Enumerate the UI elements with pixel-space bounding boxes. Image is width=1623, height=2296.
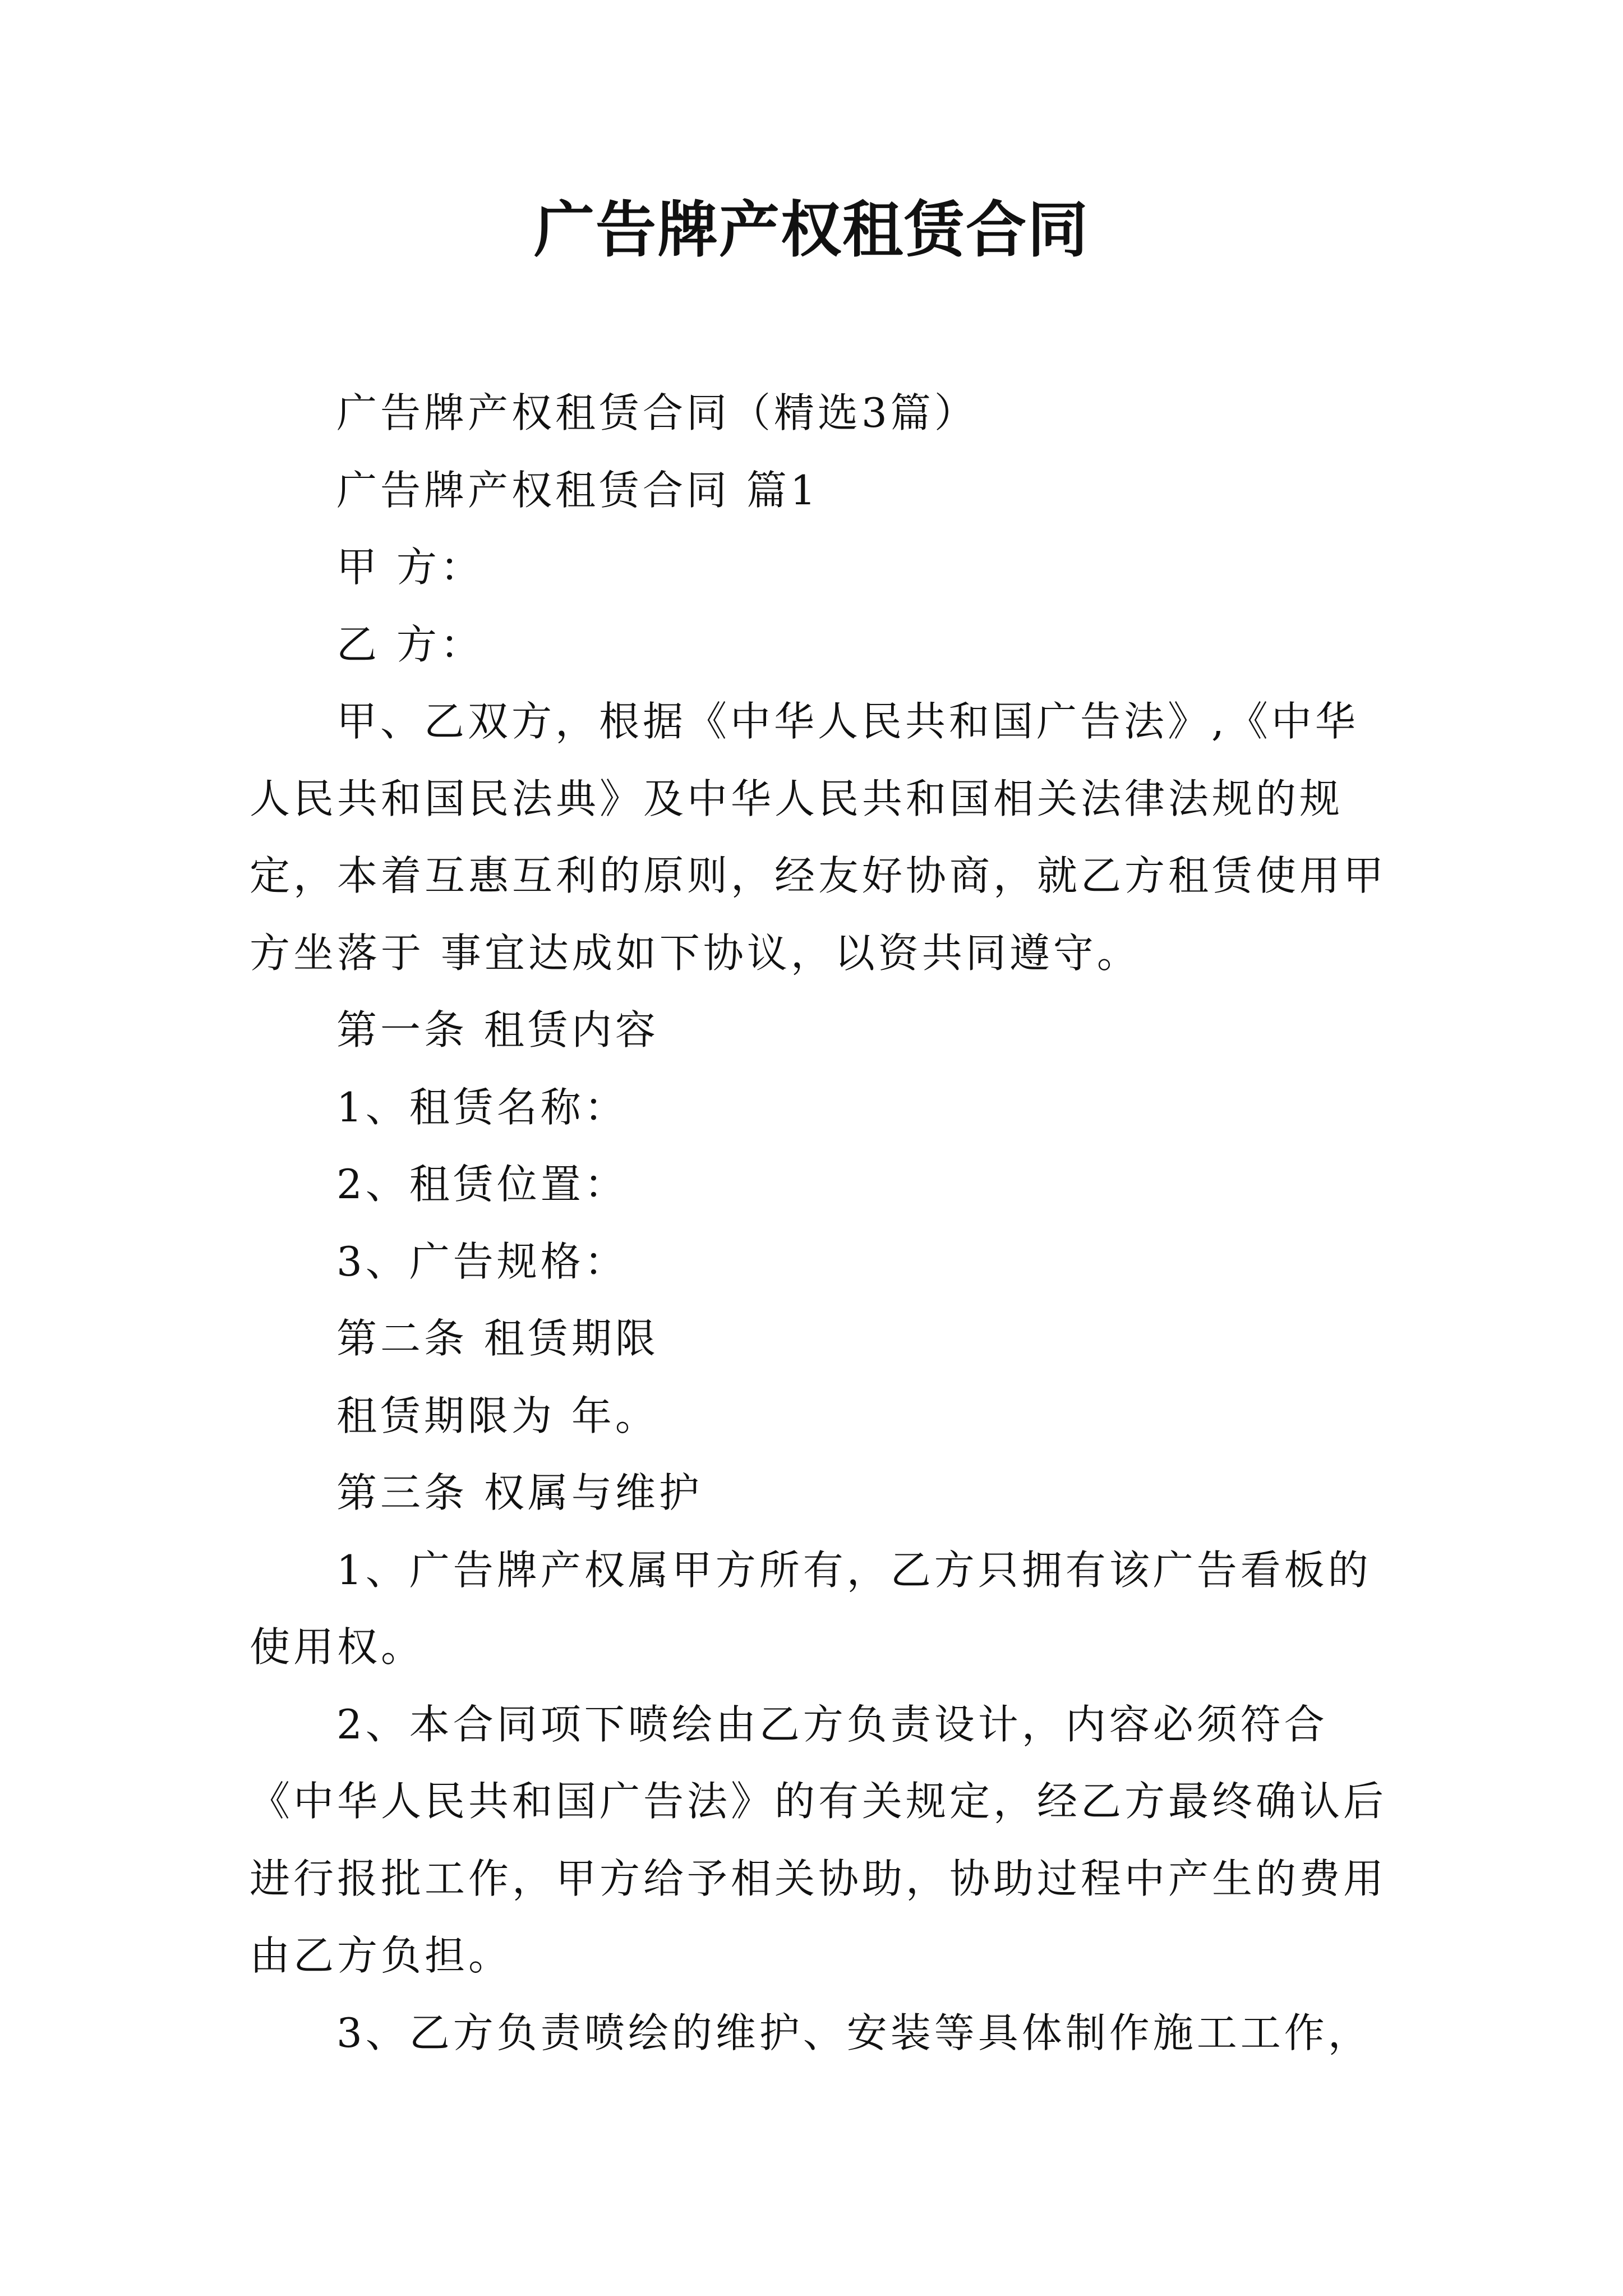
paragraph-design-approval: 2、本合同项下喷绘由乙方负责设计，内容必须符合《中华人民共和国广告法》的有关规定，经乙方最终确认后进行报批工作，甲方给予相关协助，协助过程中产生的费用由乙方负担。 <box>250 1700 1387 1979</box>
paragraph-party-a: 甲 方： <box>336 544 484 591</box>
paragraph-subtitle: 广告牌产权租赁合同（精选3篇） <box>336 389 978 436</box>
paragraph-item-lease-name: 1、租赁名称： <box>336 1083 628 1131</box>
paragraph-article-1-heading: 第一条 租赁内容 <box>336 1006 659 1053</box>
paragraph-article-3-heading: 第三条 权属与维护 <box>336 1469 703 1516</box>
paragraph-party-b: 乙 方： <box>336 620 484 668</box>
document-body <box>250 375 1394 2072</box>
paragraph-item-lease-location: 2、租赁位置： <box>336 1161 628 1208</box>
paragraph-lease-term: 租赁期限为 年。 <box>336 1392 659 1439</box>
document-title: 广告牌产权租赁合同 <box>533 195 1089 265</box>
paragraph-item-ad-spec: 3、广告规格： <box>336 1237 628 1285</box>
paragraph-section-heading: 广告牌产权租赁合同 篇1 <box>336 466 819 514</box>
paragraph-ownership: 1、广告牌产权属甲方所有，乙方只拥有该广告看板的使用权。 <box>250 1546 1372 1671</box>
paragraph-preamble: 甲、乙双方，根据《中华人民共和国广告法》,《中华人民共和国民法典》及中华人民共和国相关法律法规的规定，本着互惠互利的原则，经友好协商，就乙方租赁使用甲方坐落于 事宜达成如下协议，以资共同遵守。 <box>250 698 1387 977</box>
paragraph-article-2-heading: 第二条 租赁期限 <box>336 1315 659 1362</box>
paragraph-maintenance: 3、乙方负责喷绘的维护、安装等具体制作施工工作， <box>336 2009 1372 2056</box>
